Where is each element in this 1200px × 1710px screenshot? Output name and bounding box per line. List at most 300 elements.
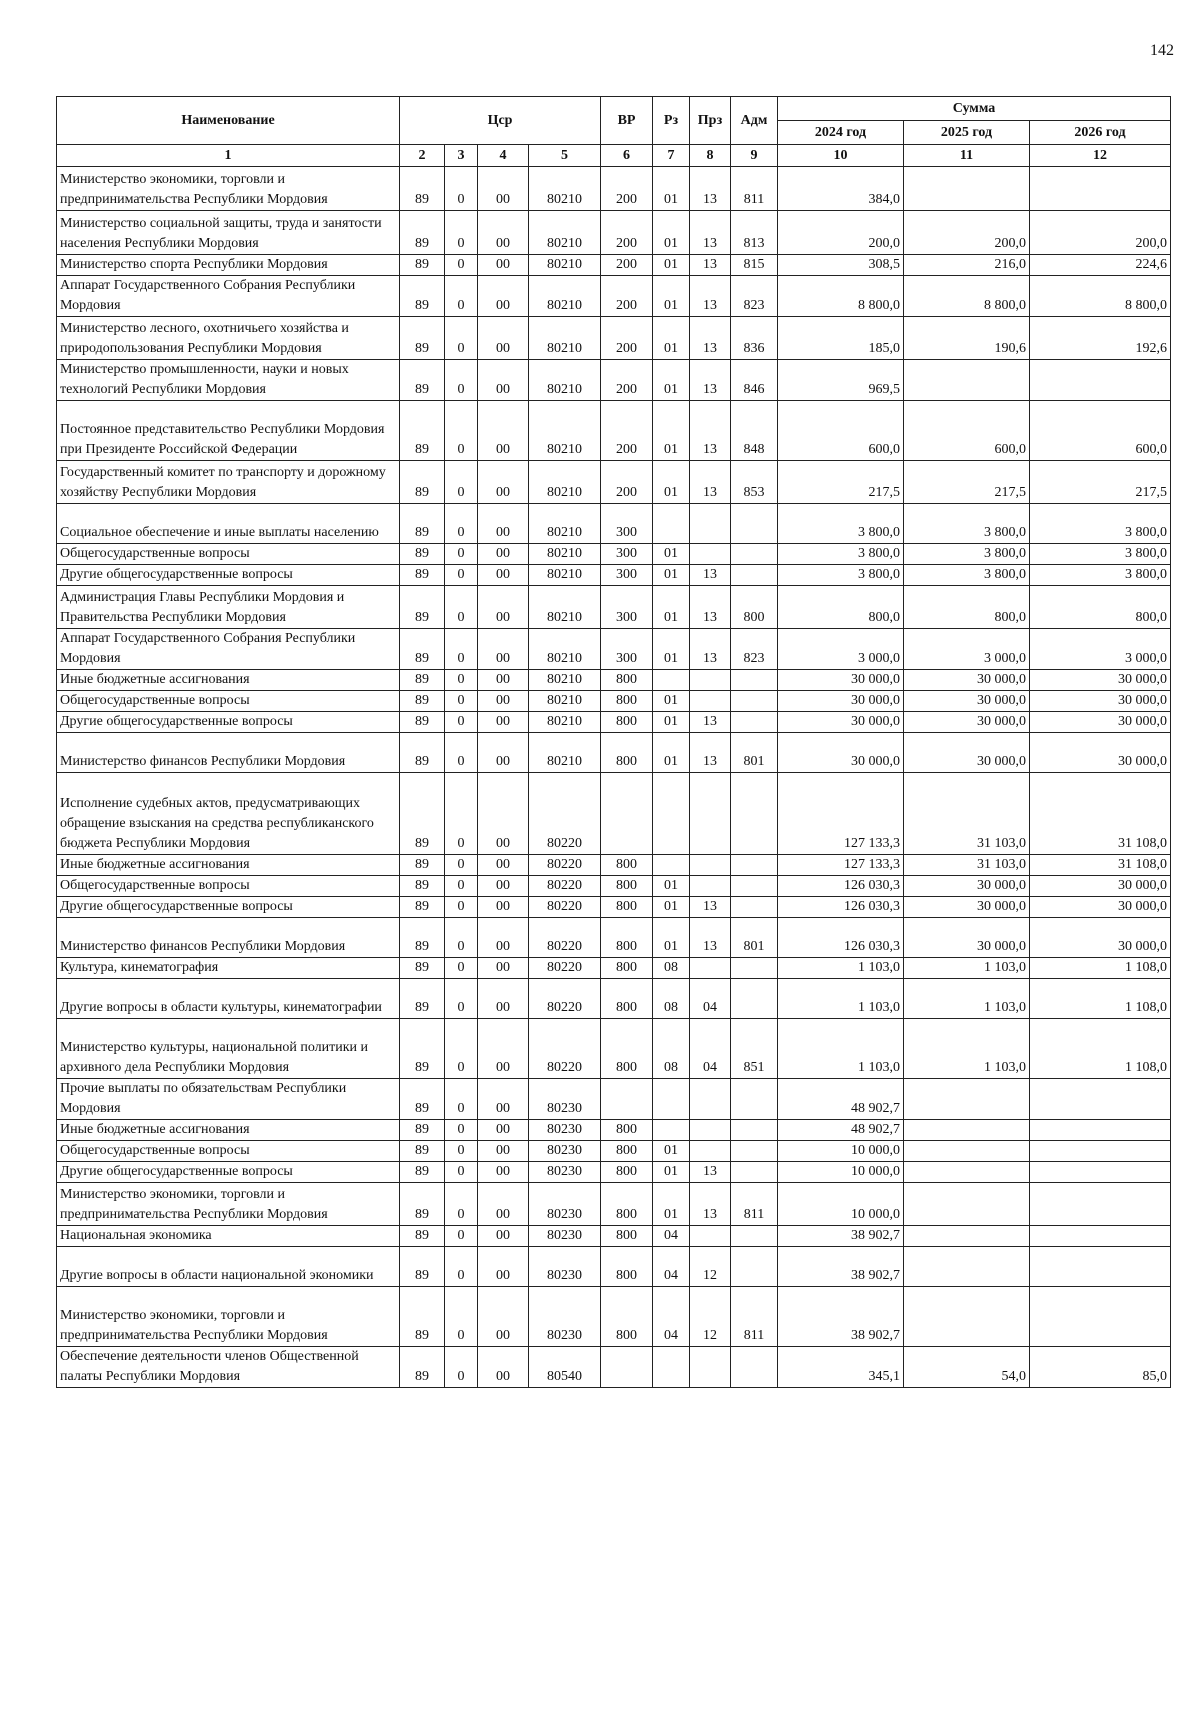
amount-2025 [904,1183,1030,1226]
tsr-direction: 80220 [529,958,601,979]
amount-2025: 1 103,0 [904,958,1030,979]
vr-code: 300 [601,565,653,586]
vr-code: 800 [601,1120,653,1141]
row-name: Постоянное представительство Республики Мордовия при Президенте Российской Федерации [57,401,400,461]
amount-2024: 3 800,0 [778,504,904,544]
prz-code: 13 [690,211,731,255]
tsr-direction: 80210 [529,712,601,733]
tsr-program: 89 [400,544,445,565]
column-numbers-row [57,145,1171,167]
row-name: Министерство спорта Республики Мордовия [57,255,400,276]
tsr-program: 89 [400,979,445,1019]
amount-2024: 30 000,0 [778,670,904,691]
column-number: 12 [1030,145,1171,167]
column-number: 1 [57,145,400,167]
prz-code: 13 [690,629,731,670]
tsr-direction: 80210 [529,360,601,401]
tsr-event: 00 [478,979,529,1019]
tsr-program: 89 [400,401,445,461]
tsr-event: 00 [478,565,529,586]
tsr-direction: 80210 [529,276,601,317]
row-name: Другие общегосударственные вопросы [57,897,400,918]
tsr-direction: 80210 [529,544,601,565]
page-number: 142 [1150,42,1174,59]
amount-2025 [904,1226,1030,1247]
tsr-program: 89 [400,958,445,979]
adm-code [731,544,778,565]
tsr-subprogram: 0 [445,773,478,855]
amount-2024: 200,0 [778,211,904,255]
vr-code: 800 [601,958,653,979]
row-name: Социальное обеспечение и иные выплаты населению [57,504,400,544]
prz-code: 13 [690,255,731,276]
table-row [57,565,1171,586]
tsr-event: 00 [478,733,529,773]
row-name: Министерство лесного, охотничьего хозяйства и природопользования Республики Мордовия [57,317,400,360]
amount-2024: 48 902,7 [778,1079,904,1120]
row-name: Министерство социальной защиты, труда и занятости населения Республики Мордовия [57,211,400,255]
amount-2025 [904,360,1030,401]
amount-2024: 3 800,0 [778,565,904,586]
prz-code: 13 [690,317,731,360]
tsr-event: 00 [478,958,529,979]
amount-2025 [904,1162,1030,1183]
column-number: 4 [478,145,529,167]
tsr-program: 89 [400,504,445,544]
amount-2024: 3 000,0 [778,629,904,670]
rz-code [653,773,690,855]
amount-2026 [1030,1162,1171,1183]
amount-2024: 126 030,3 [778,918,904,958]
adm-code: 823 [731,276,778,317]
column-number: 5 [529,145,601,167]
tsr-direction: 80210 [529,461,601,504]
amount-2026 [1030,1287,1171,1347]
adm-code [731,670,778,691]
table-row [57,918,1171,958]
vr-code: 200 [601,276,653,317]
amount-2026: 600,0 [1030,401,1171,461]
adm-code: 851 [731,1019,778,1079]
vr-code: 300 [601,629,653,670]
rz-code: 01 [653,918,690,958]
table-row [57,544,1171,565]
tsr-direction: 80230 [529,1226,601,1247]
tsr-direction: 80210 [529,317,601,360]
column-number: 3 [445,145,478,167]
amount-2024: 600,0 [778,401,904,461]
amount-2025: 30 000,0 [904,733,1030,773]
amount-2024: 127 133,3 [778,855,904,876]
tsr-program: 89 [400,167,445,211]
tsr-subprogram: 0 [445,401,478,461]
tsr-subprogram: 0 [445,1287,478,1347]
amount-2025: 200,0 [904,211,1030,255]
amount-2025 [904,1120,1030,1141]
amount-2025: 3 800,0 [904,565,1030,586]
prz-code [690,1079,731,1120]
table-row [57,958,1171,979]
vr-code: 300 [601,544,653,565]
tsr-program: 89 [400,1141,445,1162]
tsr-program: 89 [400,565,445,586]
tsr-event: 00 [478,1226,529,1247]
vr-code: 800 [601,712,653,733]
amount-2026: 3 800,0 [1030,544,1171,565]
header-vr: ВР [601,97,653,145]
tsr-direction: 80220 [529,979,601,1019]
table-row [57,773,1171,855]
rz-code: 08 [653,979,690,1019]
adm-code [731,1247,778,1287]
amount-2025: 30 000,0 [904,691,1030,712]
rz-code: 01 [653,691,690,712]
vr-code: 800 [601,918,653,958]
table-row [57,167,1171,211]
adm-code [731,958,778,979]
tsr-subprogram: 0 [445,276,478,317]
amount-2025: 216,0 [904,255,1030,276]
rz-code: 04 [653,1247,690,1287]
adm-code [731,773,778,855]
amount-2024: 38 902,7 [778,1247,904,1287]
tsr-event: 00 [478,855,529,876]
adm-code [731,855,778,876]
amount-2024: 10 000,0 [778,1141,904,1162]
rz-code: 04 [653,1226,690,1247]
amount-2024: 30 000,0 [778,712,904,733]
tsr-event: 00 [478,773,529,855]
column-number: 7 [653,145,690,167]
tsr-event: 00 [478,876,529,897]
prz-code: 13 [690,918,731,958]
amount-2025: 190,6 [904,317,1030,360]
table-row [57,211,1171,255]
amount-2024: 1 103,0 [778,979,904,1019]
tsr-direction: 80230 [529,1162,601,1183]
tsr-event: 00 [478,1019,529,1079]
tsr-program: 89 [400,1183,445,1226]
table-body [57,167,1171,1388]
adm-code: 801 [731,918,778,958]
adm-code: 801 [731,733,778,773]
tsr-program: 89 [400,712,445,733]
tsr-program: 89 [400,1019,445,1079]
tsr-subprogram: 0 [445,461,478,504]
amount-2026 [1030,167,1171,211]
adm-code [731,897,778,918]
amount-2025 [904,1247,1030,1287]
rz-code: 01 [653,401,690,461]
row-name: Общегосударственные вопросы [57,876,400,897]
vr-code: 200 [601,255,653,276]
tsr-subprogram: 0 [445,167,478,211]
tsr-subprogram: 0 [445,897,478,918]
tsr-program: 89 [400,670,445,691]
amount-2025 [904,1141,1030,1162]
tsr-direction: 80230 [529,1247,601,1287]
amount-2024: 126 030,3 [778,897,904,918]
table-row [57,1079,1171,1120]
rz-code [653,670,690,691]
column-number: 9 [731,145,778,167]
vr-code: 800 [601,1287,653,1347]
amount-2026 [1030,1120,1171,1141]
amount-2026 [1030,1226,1171,1247]
prz-code: 13 [690,897,731,918]
amount-2024: 217,5 [778,461,904,504]
amount-2024: 308,5 [778,255,904,276]
rz-code: 01 [653,360,690,401]
adm-code [731,1226,778,1247]
prz-code: 13 [690,712,731,733]
amount-2024: 8 800,0 [778,276,904,317]
prz-code: 13 [690,733,731,773]
amount-2026: 31 108,0 [1030,855,1171,876]
tsr-subprogram: 0 [445,1141,478,1162]
tsr-event: 00 [478,1079,529,1120]
table-row [57,255,1171,276]
amount-2025: 3 000,0 [904,629,1030,670]
tsr-direction: 80210 [529,691,601,712]
table-row [57,1019,1171,1079]
tsr-subprogram: 0 [445,733,478,773]
vr-code: 200 [601,167,653,211]
rz-code: 01 [653,211,690,255]
header-year-2026: 2026 год [1030,121,1171,145]
vr-code: 800 [601,691,653,712]
vr-code: 200 [601,211,653,255]
tsr-event: 00 [478,918,529,958]
rz-code: 01 [653,733,690,773]
amount-2026 [1030,1183,1171,1226]
tsr-event: 00 [478,897,529,918]
rz-code: 01 [653,629,690,670]
vr-code [601,773,653,855]
amount-2026 [1030,1247,1171,1287]
header-summa: Сумма [778,97,1171,121]
adm-code: 823 [731,629,778,670]
table-row [57,712,1171,733]
tsr-direction: 80210 [529,670,601,691]
rz-code: 01 [653,1141,690,1162]
tsr-program: 89 [400,586,445,629]
adm-code [731,691,778,712]
amount-2024: 10 000,0 [778,1162,904,1183]
adm-code: 836 [731,317,778,360]
tsr-direction: 80210 [529,504,601,544]
table-row [57,979,1171,1019]
tsr-subprogram: 0 [445,712,478,733]
row-name: Министерство экономики, торговли и предпринимательства Республики Мордовия [57,1183,400,1226]
amount-2026: 224,6 [1030,255,1171,276]
tsr-program: 89 [400,629,445,670]
column-number: 10 [778,145,904,167]
table-row [57,1226,1171,1247]
table-row [57,1183,1171,1226]
adm-code [731,504,778,544]
tsr-subprogram: 0 [445,1120,478,1141]
tsr-program: 89 [400,918,445,958]
amount-2025: 30 000,0 [904,897,1030,918]
tsr-direction: 80230 [529,1287,601,1347]
vr-code [601,1079,653,1120]
prz-code [690,1141,731,1162]
tsr-event: 00 [478,691,529,712]
tsr-event: 00 [478,211,529,255]
adm-code: 811 [731,1183,778,1226]
tsr-program: 89 [400,211,445,255]
header-tsr: Цср [400,97,601,145]
tsr-subprogram: 0 [445,544,478,565]
table-row [57,876,1171,897]
tsr-event: 00 [478,1183,529,1226]
tsr-subprogram: 0 [445,211,478,255]
row-name: Другие вопросы в области национальной экономики [57,1247,400,1287]
table-row [57,317,1171,360]
amount-2025: 30 000,0 [904,876,1030,897]
prz-code: 13 [690,1183,731,1226]
tsr-subprogram: 0 [445,1019,478,1079]
amount-2024: 30 000,0 [778,733,904,773]
tsr-subprogram: 0 [445,1183,478,1226]
rz-code: 08 [653,958,690,979]
tsr-subprogram: 0 [445,1079,478,1120]
rz-code: 01 [653,167,690,211]
amount-2026: 3 000,0 [1030,629,1171,670]
header-name: Наименование [57,97,400,145]
tsr-program: 89 [400,276,445,317]
tsr-direction: 80210 [529,255,601,276]
column-number: 11 [904,145,1030,167]
row-name: Общегосударственные вопросы [57,544,400,565]
amount-2026 [1030,360,1171,401]
table-row [57,1247,1171,1287]
adm-code [731,1162,778,1183]
prz-code [690,876,731,897]
rz-code [653,1120,690,1141]
tsr-program: 89 [400,360,445,401]
tsr-direction: 80210 [529,733,601,773]
tsr-event: 00 [478,670,529,691]
tsr-event: 00 [478,544,529,565]
amount-2024: 1 103,0 [778,958,904,979]
vr-code: 800 [601,670,653,691]
prz-code [690,773,731,855]
row-name: Исполнение судебных актов, предусматривающих обращение взыскания на средства республиканского бюджета Республики Мордовия [57,773,400,855]
vr-code: 200 [601,317,653,360]
tsr-direction: 80230 [529,1183,601,1226]
tsr-subprogram: 0 [445,855,478,876]
vr-code: 800 [601,1019,653,1079]
tsr-event: 00 [478,712,529,733]
rz-code: 01 [653,897,690,918]
prz-code: 04 [690,979,731,1019]
tsr-program: 89 [400,691,445,712]
tsr-event: 00 [478,629,529,670]
amount-2026 [1030,1141,1171,1162]
amount-2025: 8 800,0 [904,276,1030,317]
tsr-program: 89 [400,1079,445,1120]
vr-code: 200 [601,461,653,504]
amount-2026: 30 000,0 [1030,712,1171,733]
row-name: Иные бюджетные ассигнования [57,670,400,691]
rz-code: 01 [653,317,690,360]
tsr-event: 00 [478,1247,529,1287]
row-name: Общегосударственные вопросы [57,1141,400,1162]
adm-code [731,712,778,733]
rz-code: 01 [653,1162,690,1183]
amount-2024: 3 800,0 [778,544,904,565]
prz-code: 13 [690,401,731,461]
rz-code: 01 [653,255,690,276]
prz-code: 13 [690,276,731,317]
rz-code [653,1347,690,1388]
header-year-2024: 2024 год [778,121,904,145]
prz-code: 13 [690,1162,731,1183]
row-name: Культура, кинематография [57,958,400,979]
tsr-program: 89 [400,1247,445,1287]
amount-2025: 30 000,0 [904,712,1030,733]
prz-code: 04 [690,1019,731,1079]
tsr-event: 00 [478,401,529,461]
tsr-program: 89 [400,1226,445,1247]
row-name: Обеспечение деятельности членов Общественной палаты Республики Мордовия [57,1347,400,1388]
row-name: Другие общегосударственные вопросы [57,1162,400,1183]
tsr-program: 89 [400,1120,445,1141]
amount-2026: 30 000,0 [1030,670,1171,691]
rz-code: 01 [653,544,690,565]
tsr-event: 00 [478,1162,529,1183]
prz-code: 13 [690,586,731,629]
tsr-subprogram: 0 [445,504,478,544]
table-row [57,733,1171,773]
amount-2024: 48 902,7 [778,1120,904,1141]
amount-2025 [904,1079,1030,1120]
amount-2025: 30 000,0 [904,670,1030,691]
tsr-program: 89 [400,876,445,897]
adm-code [731,979,778,1019]
row-name: Министерство финансов Республики Мордовия [57,733,400,773]
amount-2024: 10 000,0 [778,1183,904,1226]
tsr-program: 89 [400,461,445,504]
amount-2026: 85,0 [1030,1347,1171,1388]
row-name: Иные бюджетные ассигнования [57,1120,400,1141]
amount-2025: 1 103,0 [904,979,1030,1019]
amount-2024: 1 103,0 [778,1019,904,1079]
table-row [57,1162,1171,1183]
table-row [57,1120,1171,1141]
amount-2026: 800,0 [1030,586,1171,629]
table-row [57,504,1171,544]
amount-2026: 30 000,0 [1030,918,1171,958]
tsr-event: 00 [478,504,529,544]
amount-2025: 1 103,0 [904,1019,1030,1079]
tsr-direction: 80220 [529,1019,601,1079]
tsr-subprogram: 0 [445,876,478,897]
row-name: Аппарат Государственного Собрания Республики Мордовия [57,629,400,670]
tsr-subprogram: 0 [445,958,478,979]
prz-code [690,1226,731,1247]
tsr-event: 00 [478,1347,529,1388]
tsr-subprogram: 0 [445,1226,478,1247]
row-name: Государственный комитет по транспорту и дорожному хозяйству Республики Мордовия [57,461,400,504]
tsr-direction: 80220 [529,918,601,958]
tsr-direction: 80540 [529,1347,601,1388]
prz-code [690,1120,731,1141]
vr-code: 200 [601,401,653,461]
amount-2024: 30 000,0 [778,691,904,712]
